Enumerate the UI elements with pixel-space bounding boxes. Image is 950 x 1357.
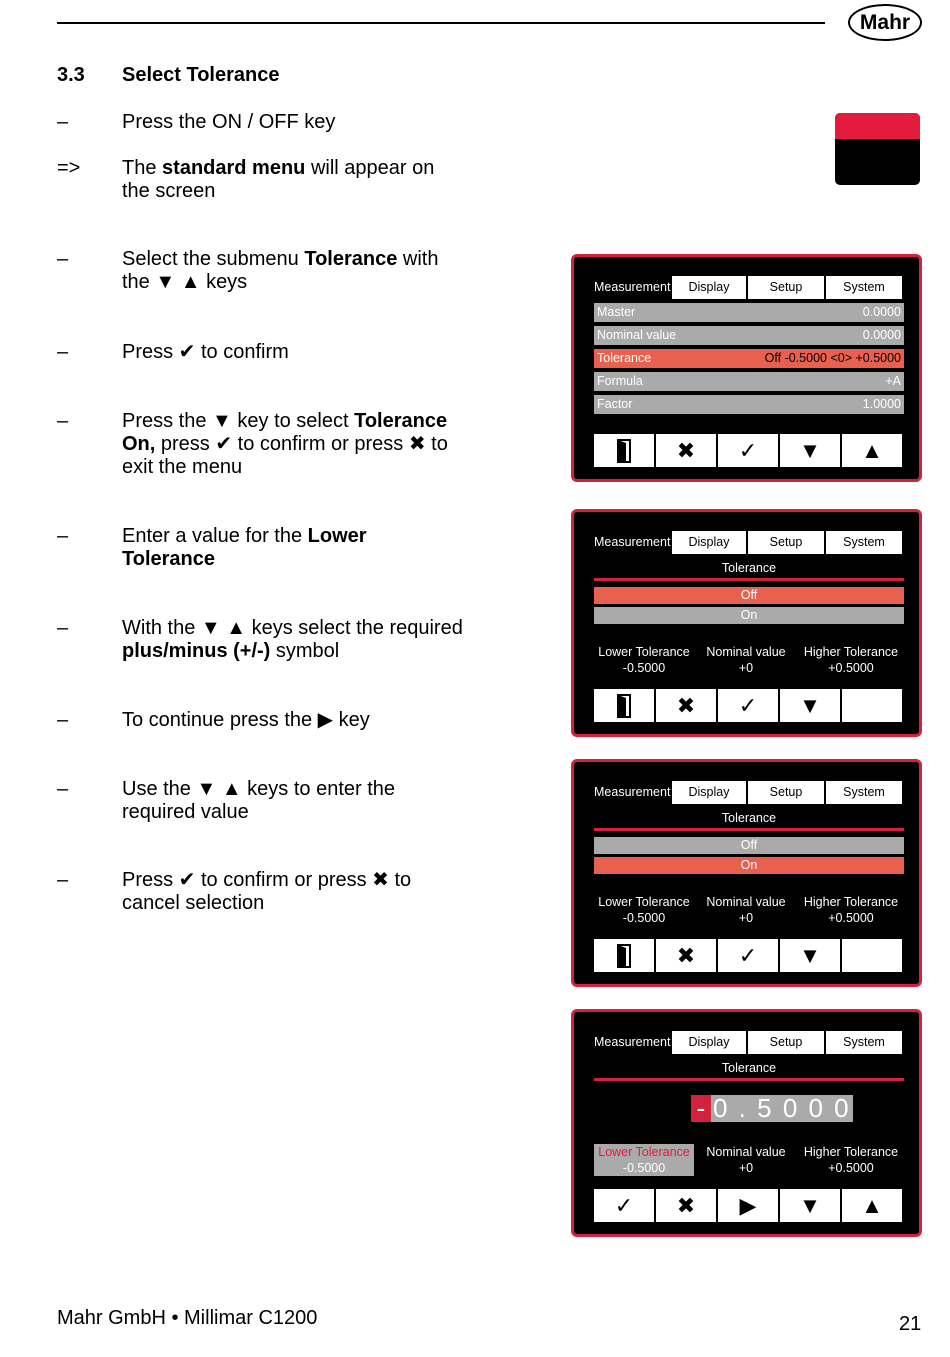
tab-display[interactable]: Display <box>672 781 746 804</box>
menu-row-master[interactable]: Master 0.0000 <box>594 303 904 322</box>
tab-measurement[interactable]: Measurement <box>594 781 670 804</box>
step-9: Use the ▼ ▲ keys to enter the required value <box>122 778 396 823</box>
empty-softkey[interactable] <box>842 689 902 722</box>
higher-tolerance: Higher Tolerance +0.5000 <box>803 645 899 675</box>
screen-value-entry <box>571 1009 922 1237</box>
screen-tolerance-off <box>571 509 922 737</box>
tab-setup[interactable]: Setup <box>748 781 824 804</box>
step-marker: – <box>57 869 69 891</box>
on-off-key-image <box>835 113 920 185</box>
softkey-bar <box>594 434 904 467</box>
tab-setup[interactable]: Setup <box>748 531 824 554</box>
value-digits[interactable]: 0 . 5 0 0 0 <box>713 1093 851 1123</box>
section-title: Select Tolerance <box>122 64 280 86</box>
step-5: Press the ▼ key to select Tolerance On, press ✔ to confirm or press ✖ to exit the menu <box>122 410 448 478</box>
value-entry-field[interactable] <box>691 1095 853 1122</box>
higher-tolerance: Higher Tolerance +0.5000 <box>803 1145 899 1175</box>
nominal-value: Nominal value +0 <box>706 895 786 925</box>
lower-tolerance: Lower Tolerance -0.5000 <box>598 895 690 925</box>
title-underline <box>594 1078 904 1081</box>
tolerance-title: Tolerance <box>721 561 777 575</box>
confirm-check-icon[interactable]: ✓ <box>718 434 778 467</box>
step-marker: => <box>57 157 81 179</box>
softkey-bar <box>594 1189 904 1222</box>
page-number: 21 <box>899 1313 922 1335</box>
tab-measurement[interactable]: Measurement <box>594 276 670 299</box>
step-marker: – <box>57 341 69 363</box>
tab-measurement[interactable]: Measurement <box>594 1031 670 1054</box>
step-10: Press ✔ to confirm or press ✖ to cancel selection <box>122 869 412 914</box>
step-2: The standard menu will appear on the screen <box>122 157 435 202</box>
exit-door-icon[interactable] <box>594 939 654 972</box>
screen-standard-menu <box>571 254 922 482</box>
step-8: To continue press the ▶ key <box>122 709 370 731</box>
menu-row-tolerance[interactable]: Tolerance Off -0.5000 <0> +0.5000 <box>594 349 904 368</box>
footer-text: Mahr GmbH • Millimar C1200 <box>57 1307 318 1329</box>
tolerance-title: Tolerance <box>721 1061 777 1075</box>
exit-door-icon[interactable] <box>594 689 654 722</box>
confirm-check-icon[interactable]: ✓ <box>718 939 778 972</box>
header-rule <box>57 22 825 24</box>
step-3: Select the submenu Tolerance with the ▼ ▲ keys <box>122 248 439 293</box>
menu-row-formula[interactable]: Formula +A <box>594 372 904 391</box>
tab-system[interactable]: System <box>826 781 902 804</box>
title-underline <box>594 828 904 831</box>
tab-measurement[interactable]: Measurement <box>594 531 670 554</box>
tab-system[interactable]: System <box>826 531 902 554</box>
tab-bar <box>594 276 904 299</box>
tab-setup[interactable]: Setup <box>748 1031 824 1054</box>
tab-bar <box>594 1031 904 1054</box>
step-7: With the ▼ ▲ keys select the required plus/minus (+/-) symbol <box>122 617 463 662</box>
section-number: 3.3 <box>57 64 85 86</box>
cancel-x-icon[interactable]: ✖ <box>656 689 716 722</box>
tab-bar <box>594 781 904 804</box>
confirm-check-icon[interactable]: ✓ <box>594 1189 654 1222</box>
step-marker: – <box>57 778 69 800</box>
step-marker: – <box>57 410 69 432</box>
arrow-up-icon[interactable]: ▲ <box>842 434 902 467</box>
tab-system[interactable]: System <box>826 276 902 299</box>
lower-tolerance-selected[interactable]: Lower Tolerance -0.5000 <box>594 1144 694 1176</box>
step-4: Press ✔ to confirm <box>122 341 289 363</box>
tab-display[interactable]: Display <box>672 531 746 554</box>
nominal-value: Nominal value +0 <box>706 645 786 675</box>
step-marker: – <box>57 709 69 731</box>
option-off[interactable]: Off <box>594 837 904 854</box>
mahr-logo: Mahr <box>848 4 922 41</box>
exit-door-icon[interactable] <box>594 434 654 467</box>
tab-display[interactable]: Display <box>672 1031 746 1054</box>
arrow-down-icon[interactable]: ▼ <box>780 1189 840 1222</box>
tab-setup[interactable]: Setup <box>748 276 824 299</box>
screen-tolerance-on <box>571 759 922 987</box>
empty-softkey[interactable] <box>842 939 902 972</box>
option-on[interactable]: On <box>594 607 904 624</box>
confirm-check-icon[interactable]: ✓ <box>718 689 778 722</box>
tab-bar <box>594 531 904 554</box>
step-marker: – <box>57 111 69 133</box>
step-marker: – <box>57 525 69 547</box>
cancel-x-icon[interactable]: ✖ <box>656 434 716 467</box>
cancel-x-icon[interactable]: ✖ <box>656 939 716 972</box>
step-marker: – <box>57 248 69 270</box>
cancel-x-icon[interactable]: ✖ <box>656 1189 716 1222</box>
menu-row-factor[interactable]: Factor 1.0000 <box>594 395 904 414</box>
tab-system[interactable]: System <box>826 1031 902 1054</box>
step-1: Press the ON / OFF key <box>122 111 336 133</box>
title-underline <box>594 578 904 581</box>
step-6: Enter a value for the Lower Tolerance <box>122 525 367 570</box>
arrow-right-icon[interactable]: ▶ <box>718 1189 778 1222</box>
step-marker: – <box>57 617 69 639</box>
arrow-down-icon[interactable]: ▼ <box>780 939 840 972</box>
softkey-bar <box>594 689 904 722</box>
tab-display[interactable]: Display <box>672 276 746 299</box>
higher-tolerance: Higher Tolerance +0.5000 <box>803 895 899 925</box>
option-on[interactable]: On <box>594 857 904 874</box>
arrow-up-icon[interactable]: ▲ <box>842 1189 902 1222</box>
tolerance-title: Tolerance <box>721 811 777 825</box>
option-off[interactable]: Off <box>594 587 904 604</box>
softkey-bar <box>594 939 904 972</box>
sign-digit[interactable]: - <box>691 1095 711 1122</box>
nominal-value: Nominal value +0 <box>706 1145 786 1175</box>
arrow-down-icon[interactable]: ▼ <box>780 689 840 722</box>
menu-row-nominal[interactable]: Nominal value 0.0000 <box>594 326 904 345</box>
arrow-down-icon[interactable]: ▼ <box>780 434 840 467</box>
lower-tolerance: Lower Tolerance -0.5000 <box>598 645 690 675</box>
